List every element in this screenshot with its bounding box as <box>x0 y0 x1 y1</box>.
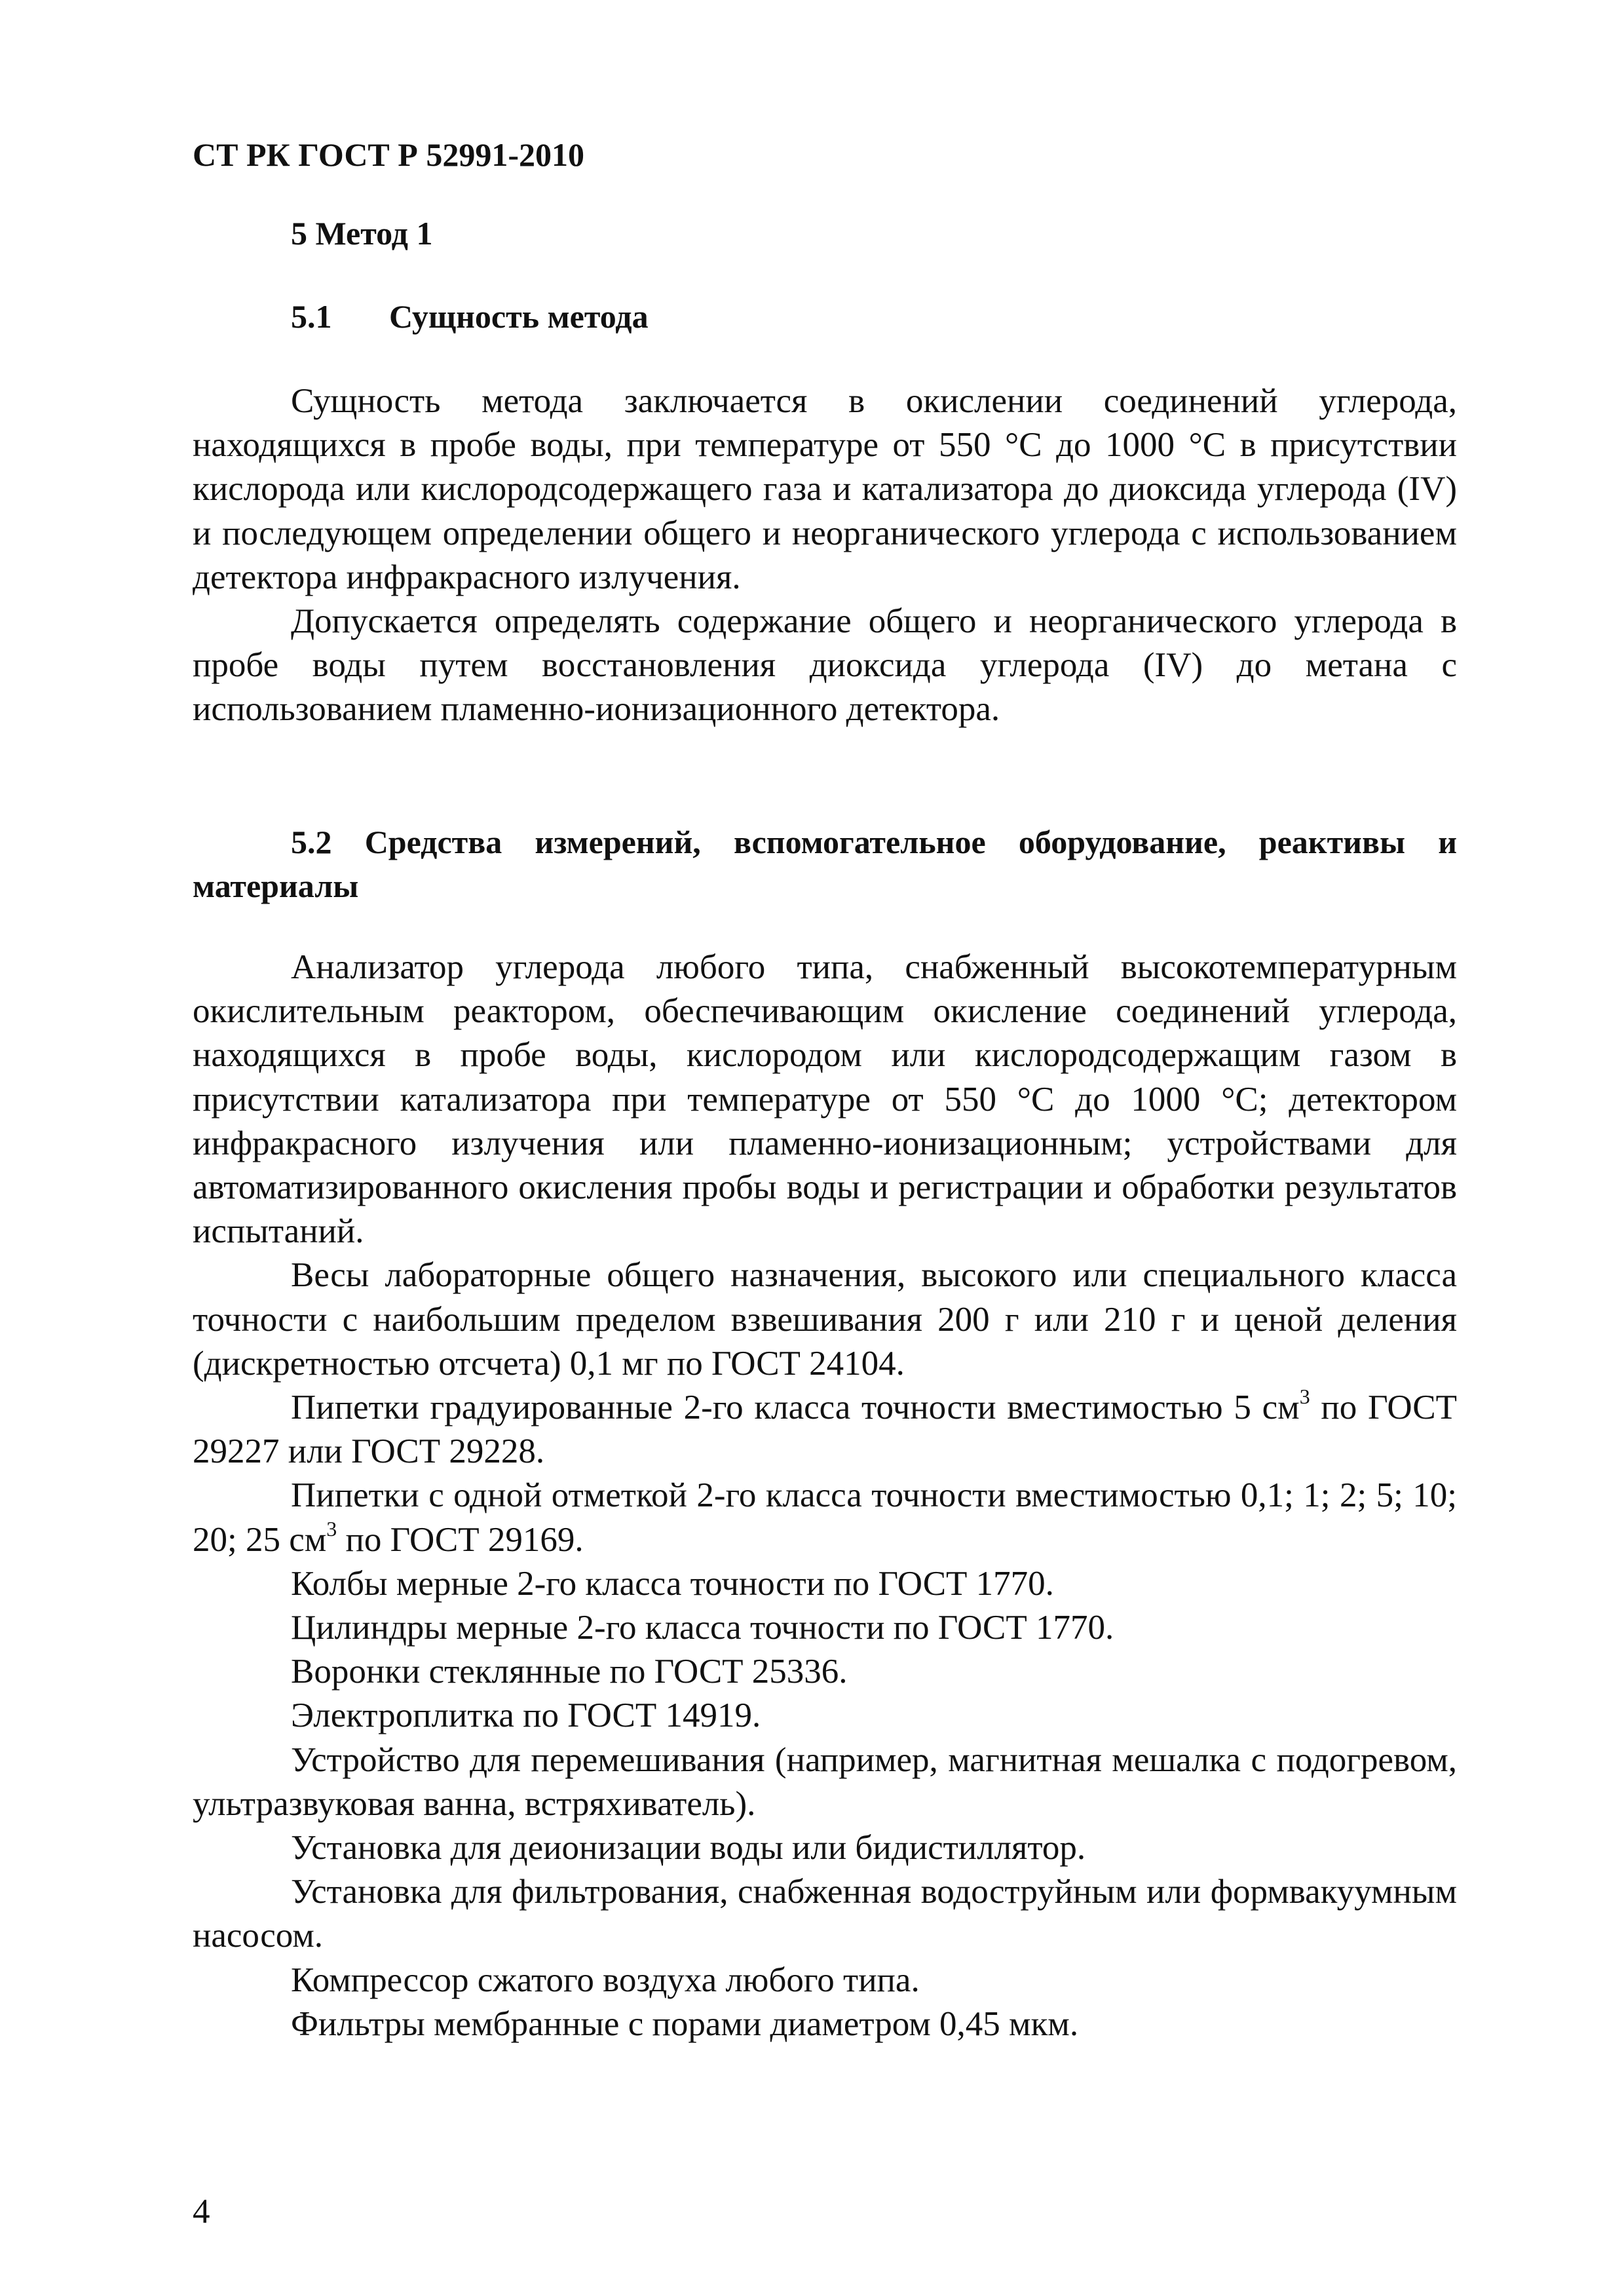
scales-paragraph: Весы лабораторные общего назначения, высокого или специального класса точности с наибольшим пределом взвешивания 200 г или 210 г и ценой деления (дискретностью отсчета) 0,1 мг по ГОСТ 24104. <box>193 1256 1457 1383</box>
single-mark-pipettes-text: Пипетки с одной отметкой 2-го класса точности вместимостью 0,1; 1; 2; 5; 10; 20; 25 см <box>193 1476 1457 1559</box>
cubic-superscript: 3 <box>326 1516 337 1540</box>
section-5-2-heading <box>193 820 1457 908</box>
method-essence-paragraph: Сущность метода заключается в окислении соединений углерода, находящихся в пробе воды, при температуре от 550 °С до 1000 °С в присутствии кислорода или кислородсодержащего газа и катализатора до диоксида углерода (IV) и последующем определении общего и неорганического углерода с использованием детектора инфракрасного излучения. <box>193 382 1457 596</box>
compressor-paragraph: Компрессор сжатого воздуха любого типа. <box>291 1961 920 1999</box>
single-mark-pipettes-standard: по ГОСТ 29169. <box>337 1520 584 1559</box>
section-5-2-body <box>193 946 1457 2046</box>
filtration-paragraph: Установка для фильтрования, снабженная водоструйным или формвакуумным насосом. <box>193 1873 1457 1955</box>
page-number: 4 <box>193 2192 210 2230</box>
section-5-2-number: 5.2 <box>291 824 332 860</box>
analyzer-paragraph: Анализатор углерода любого типа, снабженный высокотемпературным окислительным реактором, обеспечивающим окисление соединений углерода, находящихся в пробе воды, кислородом или кислородсодержащим газом в присутствии катализатора при температуре от 550 °С до 1000 °С; детектором инфракрасного излучения или пламенно-ионизационным; устройствами для автоматизированного окисления пробы воды и регистрации и обработки результатов испытаний. <box>193 948 1457 1251</box>
section-5-1-title: Сущность метода <box>389 298 649 335</box>
section-5-1-number: 5.1 <box>291 298 332 335</box>
standard-designation: СТ РК ГОСТ Р 52991-2010 <box>193 136 584 173</box>
graduated-pipettes-text: Пипетки градуированные 2-го класса точности вместимостью 5 см <box>291 1388 1300 1427</box>
section-5-heading <box>193 212 1457 256</box>
section-5-2-title: Средства измерений, вспомогательное оборудование, реактивы и материалы <box>193 824 1458 904</box>
funnels-paragraph: Воронки стеклянные по ГОСТ 25336. <box>291 1653 848 1691</box>
method-allowance-paragraph: Допускается определять содержание общего и неорганического углерода в пробе воды путем восстановления диоксида углерода (IV) до метана с использованием пламенно-ионизационного детектора. <box>193 602 1457 729</box>
membrane-filters-paragraph: Фильтры мембранные с порами диаметром 0,45 мкм. <box>291 2004 1079 2043</box>
single-mark-pipettes-paragraph <box>193 1474 1457 1561</box>
section-5-1-body <box>193 379 1457 732</box>
stirrer-paragraph: Устройство для перемешивания (например, магнитная мешалка с подогревом, ультразвуковая ванна, встряхиватель). <box>193 1740 1457 1823</box>
flasks-paragraph: Колбы мерные 2-го класса точности по ГОСТ 1770. <box>291 1564 1054 1603</box>
cubic-superscript: 3 <box>1299 1385 1310 1409</box>
section-5-number: 5 <box>291 215 307 252</box>
section-5-1-heading <box>193 295 1457 339</box>
section-5-title: Метод 1 <box>315 215 433 252</box>
deionizer-paragraph: Установка для деионизации воды или бидистиллятор. <box>291 1829 1086 1867</box>
graduated-pipettes-paragraph <box>193 1386 1457 1474</box>
hotplate-paragraph: Электроплитка по ГОСТ 14919. <box>291 1696 761 1735</box>
cylinders-paragraph: Цилиндры мерные 2-го класса точности по ГОСТ 1770. <box>291 1609 1114 1647</box>
graduated-pipettes-standard: по ГОСТ 29227 или ГОСТ 29228. <box>193 1388 1457 1471</box>
